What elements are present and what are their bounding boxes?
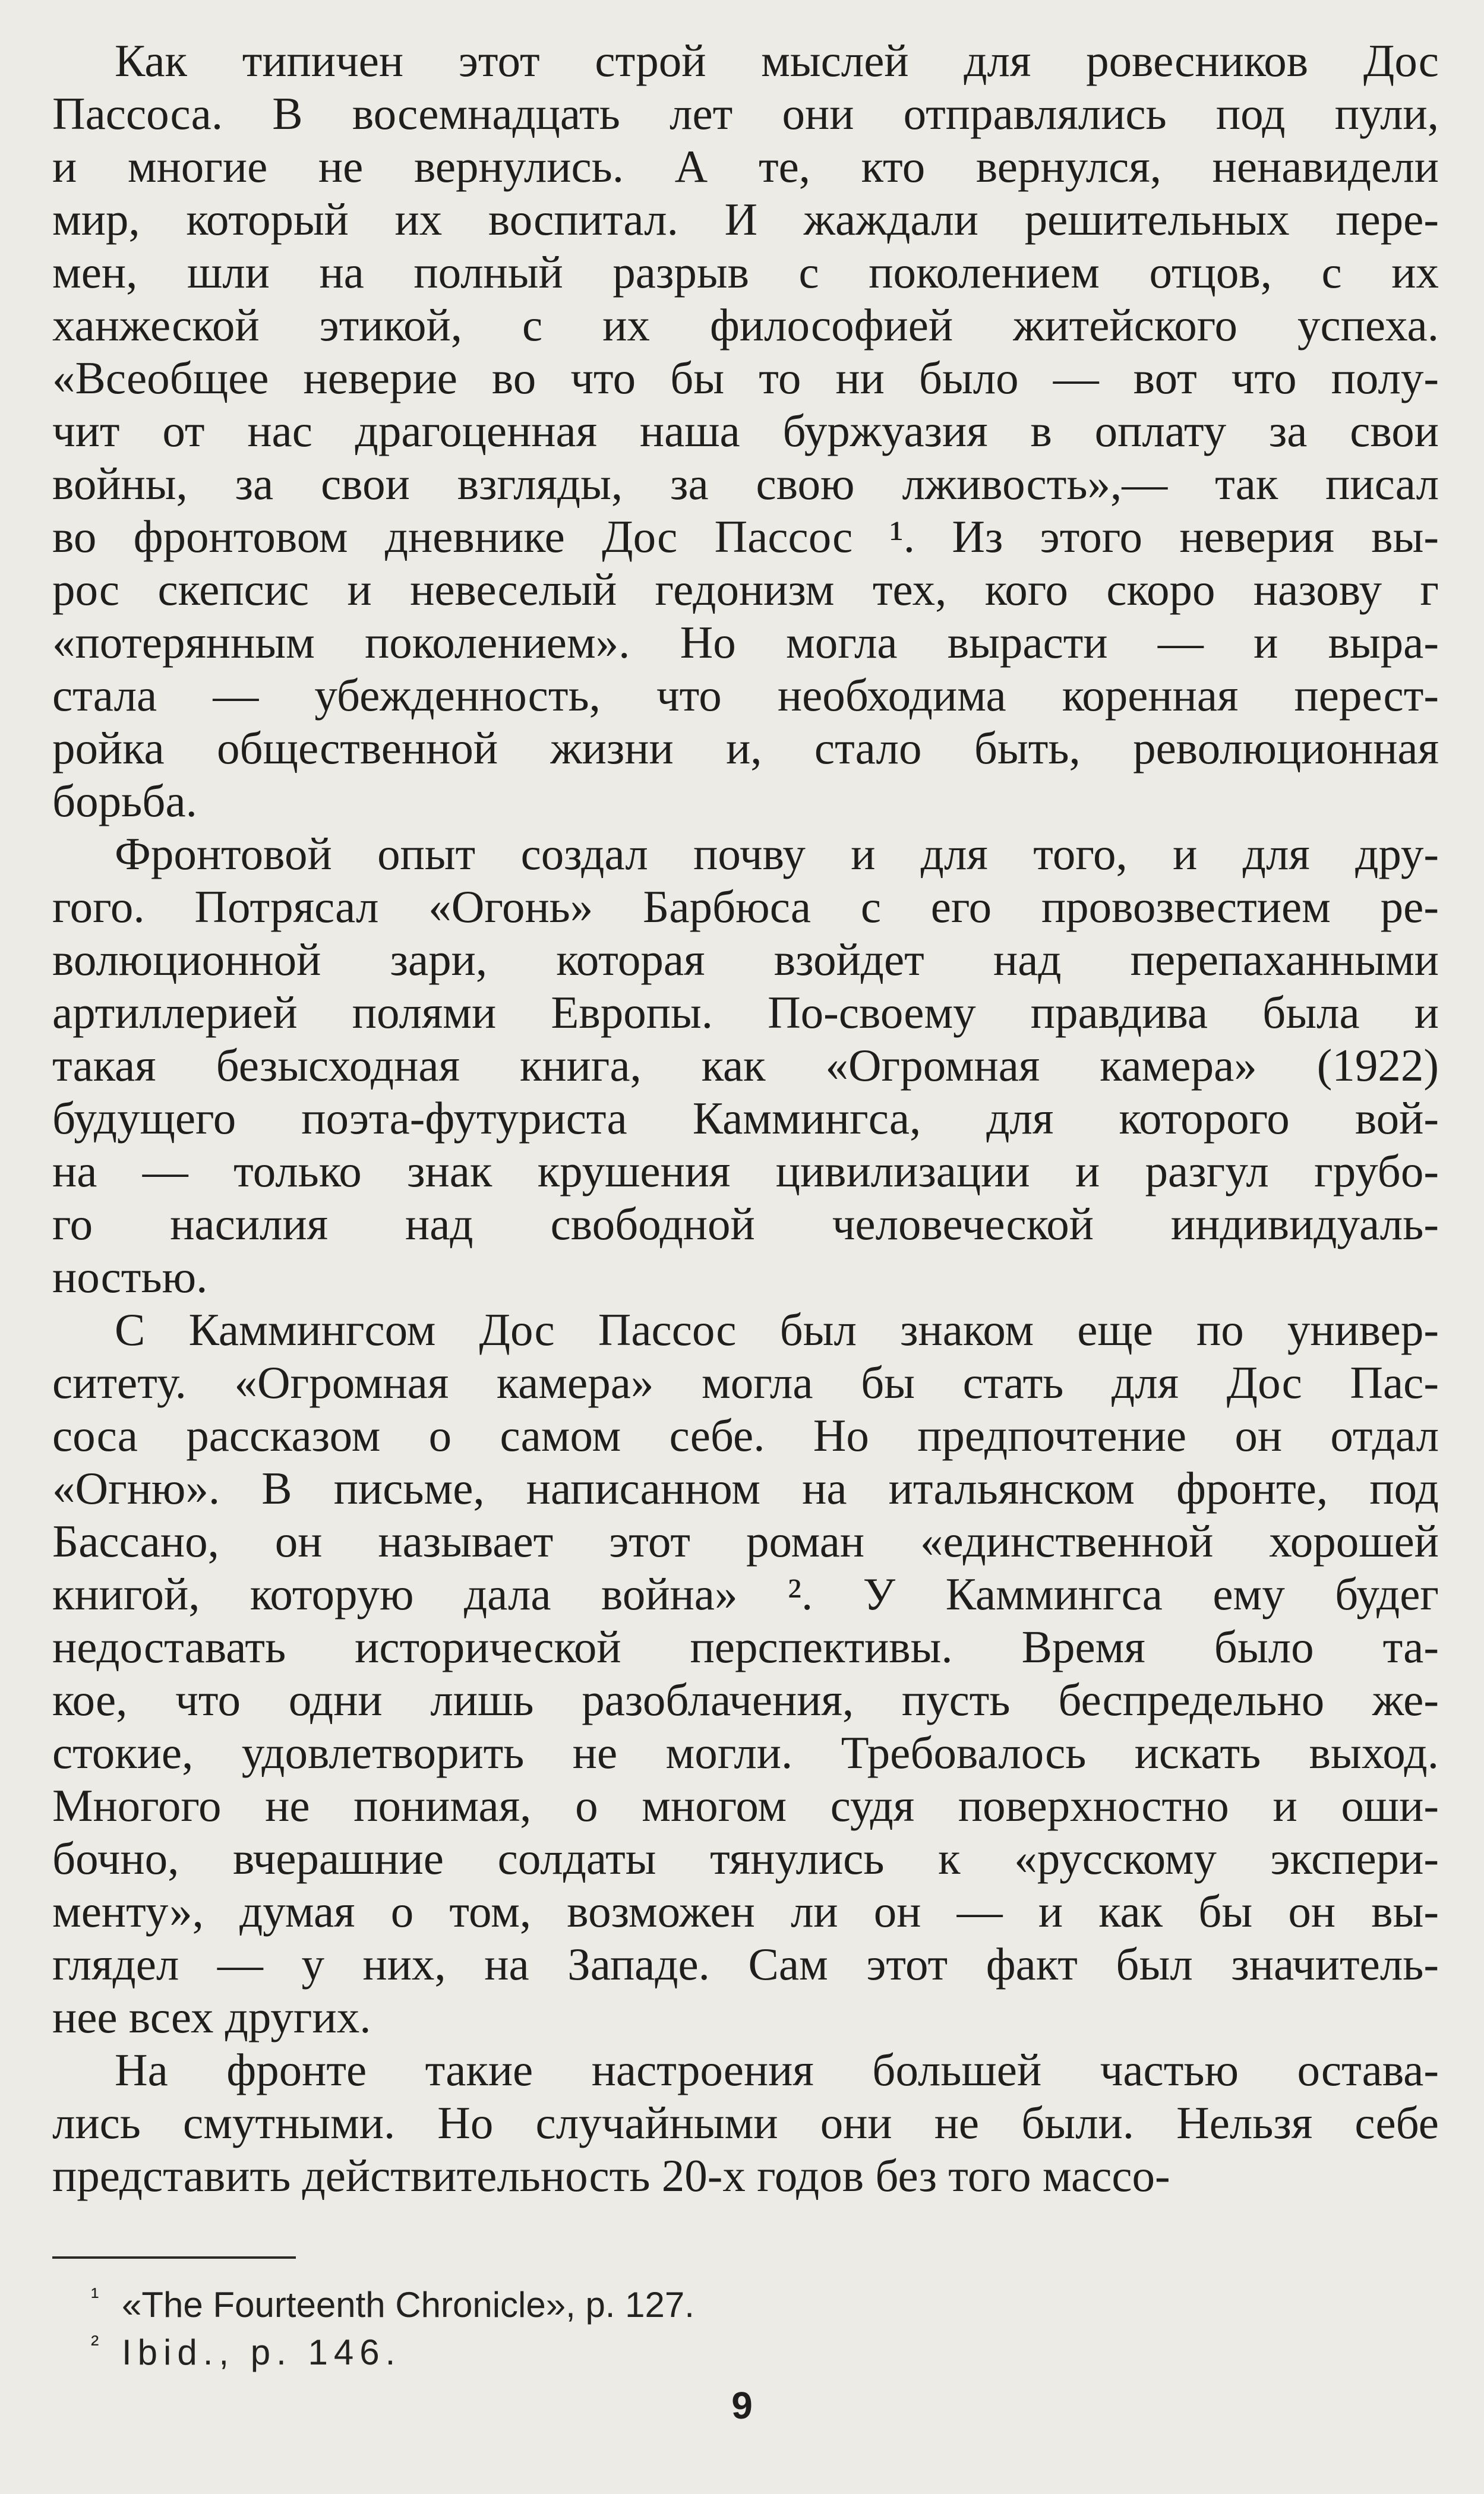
footnote-text: «The Fourteenth Chronicle», p. 127.	[122, 2285, 694, 2325]
text-line: ностью.	[52, 1251, 208, 1302]
text-line: чит от нас драгоценная наша буржуазия в оплату за свои	[52, 405, 1439, 456]
text-line: соса рассказом о самом себе. Но предпочтение он отдал	[52, 1410, 1439, 1461]
footnote-1	[91, 2281, 1369, 2329]
text-line: мен, шли на полный разрыв с поколением отцов, с их	[52, 247, 1439, 298]
text-line: Бассано, он называет этот роман «единственной хорошей	[52, 1516, 1439, 1567]
text-line: ханжеской этикой, с их философией житейского успеха.	[52, 299, 1439, 351]
footnote-text: Ibid., p. 146.	[122, 2332, 402, 2372]
text-line: Как типичен этот строй мыслей для ровесников Дос	[115, 35, 1439, 86]
footnote-mark: ¹	[91, 2284, 99, 2310]
text-line: С Каммингсом Дос Пассос был знаком еще по универ-	[115, 1304, 1439, 1355]
text-line: го насилия над свободной человеческой индивидуаль-	[52, 1198, 1439, 1249]
text-line: рос скепсис и невеселый гедонизм тех, кого скоро назову г	[52, 564, 1439, 615]
footnotes	[91, 2281, 1369, 2376]
text-line: книгой, которую дала война» ². У Каммингса ему будег	[52, 1568, 1439, 1619]
text-line: и многие не вернулись. А те, кто вернулся, ненавидели	[52, 141, 1439, 192]
text-line: представить действительность 20-х годов без того массо-	[52, 2150, 1170, 2201]
text-line: лись смутными. Но случайными они не были. Нельзя себе	[52, 2097, 1439, 2148]
text-line: менту», думая о том, возможен ли он — и как бы он вы-	[52, 1886, 1439, 1937]
text-line: «Всеобщее неверие во что бы то ни было — вот что полу-	[52, 352, 1439, 403]
text-line: на — только знак крушения цивилизации и разгул грубо-	[52, 1145, 1439, 1197]
text-line: такая безысходная книга, как «Огромная камера» (1922)	[52, 1040, 1439, 1091]
text-line: нее всех других.	[52, 1991, 371, 2042]
footnote-separator	[52, 2256, 296, 2259]
text-line: «потерянным поколением». Но могла вырасти — и выра-	[52, 617, 1439, 668]
footnote-2	[91, 2329, 1369, 2376]
text-line: бочно, вчерашние солдаты тянулись к «русскому экспери-	[52, 1833, 1439, 1884]
text-line: Пассоса. В восемнадцать лет они отправлялись под пули,	[52, 88, 1439, 139]
text-line: волюционной зари, которая взойдет над перепаханными	[52, 934, 1439, 985]
text-line: кое, что одни лишь разоблачения, пусть беспредельно же-	[52, 1674, 1439, 1725]
text-line: будущего поэта-футуриста Каммингса, для которого вой-	[52, 1093, 1439, 1144]
text-line: войны, за свои взгляды, за свою лживость»,— так писал	[52, 458, 1439, 509]
page-number: 9	[731, 2384, 753, 2427]
text-line: во фронтовом дневнике Дос Пассос ¹. Из этого неверия вы-	[52, 511, 1439, 562]
text-line: гого. Потрясал «Огонь» Барбюса с его провозвестием ре-	[52, 881, 1439, 932]
text-line: артиллерией полями Европы. По-своему правдива была и	[52, 987, 1439, 1038]
text-line: ситету. «Огромная камера» могла бы стать для Дос Пас-	[52, 1357, 1439, 1408]
text-line: «Огню». В письме, написанном на итальянском фронте, под	[52, 1463, 1439, 1514]
text-line: недоставать исторической перспективы. Время было та-	[52, 1621, 1439, 1672]
text-line: На фронте такие настроения большей частью остава-	[115, 2044, 1439, 2095]
body-text	[52, 34, 1439, 2202]
text-line: стала — убежденность, что необходима коренная перест-	[52, 670, 1439, 721]
text-line: мир, который их воспитал. И жаждали решительных пере-	[52, 194, 1439, 245]
text-line: борьба.	[52, 775, 197, 826]
text-line: стокие, удовлетворить не могли. Требовалось искать выход.	[52, 1727, 1439, 1778]
text-line: Фронтовой опыт создал почву и для того, и для дру-	[115, 828, 1439, 879]
text-line: Многого не понимая, о многом судя поверхностно и оши-	[52, 1780, 1439, 1831]
text-line: ройка общественной жизни и, стало быть, революционная	[52, 722, 1439, 774]
footnote-mark: ²	[91, 2331, 99, 2357]
text-line: глядел — у них, на Западе. Сам этот факт был значитель-	[52, 1939, 1439, 1990]
